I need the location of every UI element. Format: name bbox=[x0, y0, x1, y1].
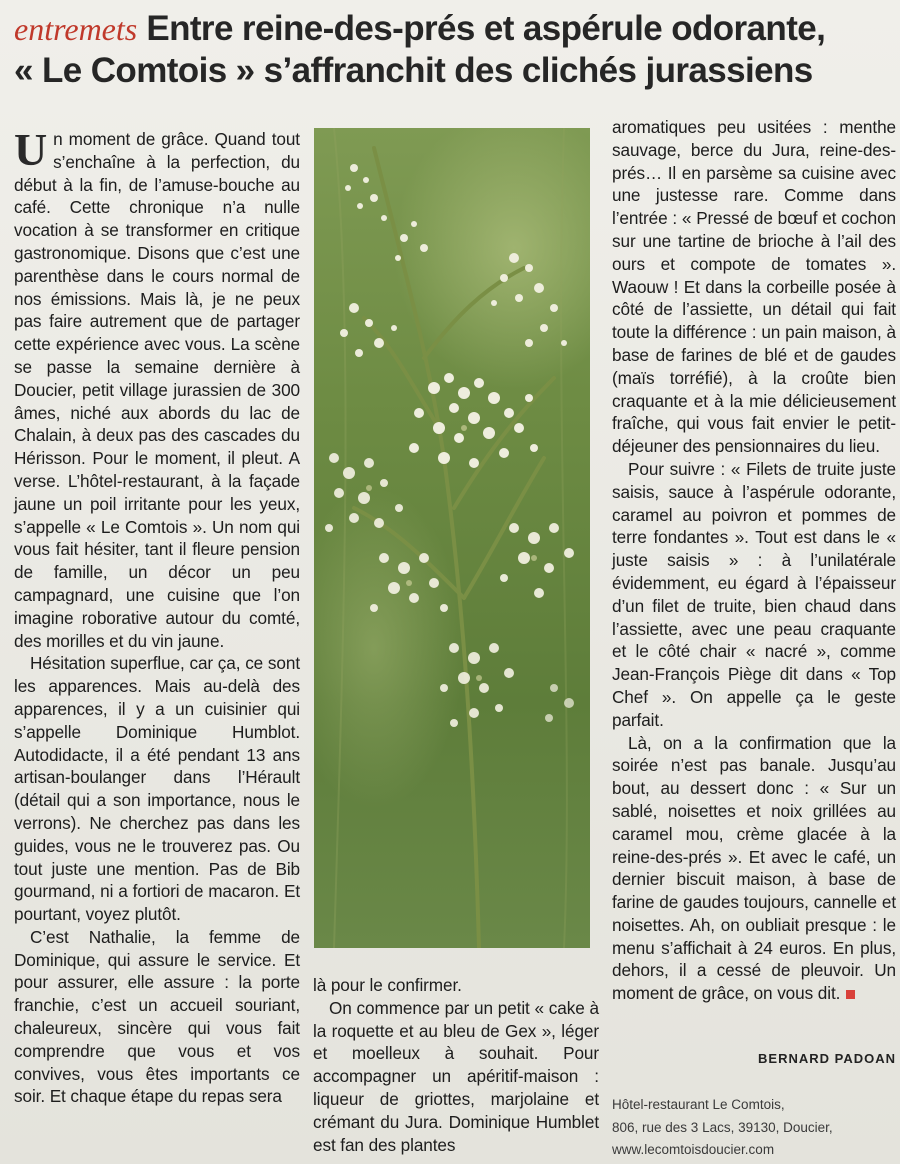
paragraph: On commence par un petit « cake à la roquette et au bleu de Gex », léger et moelleux à souhait. Pour accompagner un apéritif-maison : liqueur de griottes, marjolaine et crémant du Jura. Dominique Humblet est fan des plantes bbox=[313, 997, 599, 1155]
author-signature: BERNARD PADOAN bbox=[758, 1051, 896, 1066]
restaurant-address bbox=[612, 1094, 896, 1162]
paragraph: Hésitation superflue, car ça, ce sont les apparences. Mais au-delà des apparences, il y a un cuisinier qui s’appelle Dominique Humblot. Autodidacte, il a été pendant 13 ans artisan-boulanger dans l’Hérault (détail qui a son importance, nous le verrons). Ne cherchez pas dans les guides, vous ne le trouverez pas. Ou tout juste une mention. Pas de Bib gourmand, ni a fortiori de macaron. Et pourtant, voyez plutôt. bbox=[14, 653, 300, 925]
flower-illustration bbox=[314, 128, 590, 948]
paragraph bbox=[612, 732, 896, 1006]
paragraph bbox=[14, 124, 300, 652]
paragraph-text: n moment de grâce. Quand tout s’enchaîne à la perfection, du début à la fin, de l’amuse-bouche au café. Cette chronique n’a nulle vocation à se transformer en critique gastronomique. Disons que c’est une parenthèse dans le cours normal de nos émissions. Mais là, je ne peux pas faire autrement que de partager cette expérience avec vous. La scène se passe la semaine dernière à Doucier, petit village jurassien de 300 âmes, niché aux abords du lac de Chalain, à deux pas des cascades du Hérisson. Pour le moment, il pleut. A verse. L’hôtel-restaurant, à la façade jaune un poil irritante pour les yeux, s’appelle « Le Comtois ». Un nom qui vous fait hésiter, tant il fleure pension de famille, un décor un peu campagnard, une cuisine que l’on imagine roborative autour du comté, des morilles et du vin jaune. bbox=[14, 129, 300, 651]
paragraph: C’est Nathalie, la femme de Dominique, qui assure le service. Et pour assurer, elle assure : la porte franchie, c’est un accueil souriant, chaleureux, sincère qui vous fait comprendre que vous et vos convives, vous êtes importants ce soir. Et chaque étape du repas sera bbox=[14, 926, 300, 1107]
address-line: Hôtel-restaurant Le Comtois, bbox=[612, 1097, 785, 1112]
drop-cap: U bbox=[14, 124, 48, 175]
column-2 bbox=[313, 974, 599, 1156]
paragraph-text: Là, on a la confirmation que la soirée n’est pas banale. Jusqu’au bout, au dessert donc : « Sur un sablé, noisettes et noix grillées au caramel mou, crème glacée à la reine-des-prés ». Et avec le café, un dernier biscuit maison, à base de farine de gaudes toujours, cannelle et noisettes. Ah, on oubliait presque : le menu s’affichait à 24 euros. En plus, dehors, il a cessé de pleuvoir. Un moment de grâce, on vous dit. bbox=[612, 732, 896, 1004]
headline-line-1: Entre reine-des-prés et aspérule odorante, bbox=[137, 9, 826, 48]
meadowsweet-photo bbox=[314, 128, 590, 948]
headline-line-2: « Le Comtois » s’affranchit des clichés jurassiens bbox=[14, 51, 813, 90]
address-line: 806, rue des 3 Lacs, 39130, Doucier, bbox=[612, 1119, 833, 1135]
column-1 bbox=[14, 124, 300, 1108]
paragraph: aromatiques peu usitées : menthe sauvage, berce du Jura, reine-des-prés… Il en parsème sa cuisine avec une justesse rare. Comme dans l’entrée : « Pressé de bœuf et cochon sur une tartine de brioche à l’ail des ours et compote de tomates ». Waouw ! Et dans la corbeille posée à côté de l’assiette, un détail qui fait toute la différence : un pain maison, à base de farines de blé et de gaudes (maïs torréfié), à la croûte bien craquante et à la mie délicieusement fraîche, qui vous fait envier le petit-déjeuner des pensionnaires du lieu. bbox=[612, 117, 896, 457]
paragraph: là pour le confirmer. bbox=[313, 975, 462, 995]
website-link[interactable]: www.lecomtoisdoucier.com bbox=[612, 1142, 775, 1157]
column-3 bbox=[612, 116, 896, 1005]
kicker: entremets bbox=[14, 11, 138, 47]
headline bbox=[14, 8, 894, 92]
paragraph: Pour suivre : « Filets de truite juste saisis, sauce à l’aspérule odorante, caramel au poivron et pommes de terre fondantes ». Tout est dans le « juste saisis » : à l’unilatérale évidemment, eu égard à l’épaisseur d’un filet de truite, bien chaud dans l’assiette, avec une peau craquante et le côté chair « nacré », comme Jean-François Piège dit dans « Top Chef ». On appelle ça le geste parfait. bbox=[612, 458, 896, 730]
end-mark-icon bbox=[846, 990, 855, 999]
